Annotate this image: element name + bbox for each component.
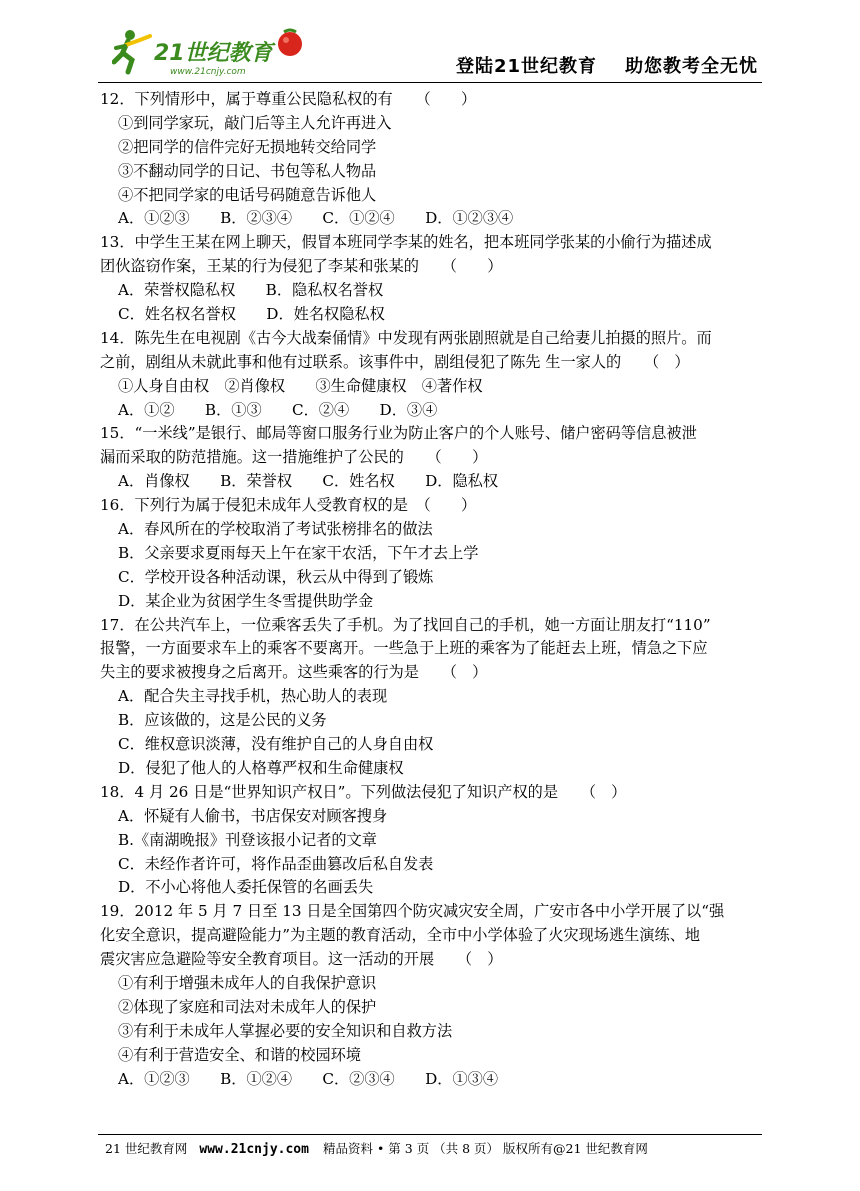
question-line: 漏而采取的防范措施。这一措施维护了公民的 （ ） [100, 448, 488, 467]
option-line: ①有利于增强未成年人的自我保护意识 [118, 973, 377, 992]
option-line: ②把同学的信件完好无损地转交给同学 [118, 137, 377, 156]
site-logo [112, 26, 312, 78]
header-divider [98, 82, 762, 83]
option-line: ④不把同学家的电话号码随意告诉他人 [118, 185, 377, 204]
footer-text [105, 1139, 648, 1157]
question-line: 16．下列行为属于侵犯未成年人受教育权的是 （ ） [100, 496, 477, 515]
question-line: 15．“一米线”是银行、邮局等窗口服务行业为防止客户的个人账号、储户密码等信息被泄 [100, 424, 697, 443]
logo-text: 21世纪教育 [154, 41, 273, 66]
question-content [100, 88, 760, 1091]
apple-icon [278, 30, 302, 56]
option-line: ③有利于未成年人掌握必要的安全知识和自救方法 [118, 1021, 453, 1040]
option-line: B．应该做的，这是公民的义务 [118, 711, 327, 730]
option-line: ③不翻动同学的日记、书包等私人物品 [118, 161, 377, 180]
option-line: A．配合失主寻找手机，热心助人的表现 [118, 687, 388, 706]
question-line: 之前，剧组从未就此事和他有过联系。该事件中，剧组侵犯了陈先 生一家人的 （ ） [100, 352, 690, 371]
slogan-right: 助您教考全无忧 [625, 56, 759, 77]
option-line: A．①② B．①③ C．②④ D．③④ [118, 400, 438, 419]
question-line: 震灾害应急避险等安全教育项目。这一活动的开展 （ ） [100, 950, 503, 969]
footer-url[interactable]: www.21cnjy.com [199, 1142, 309, 1157]
question-line: 团伙盗窃作案，王某的行为侵犯了李某和张某的 （ ） [100, 257, 503, 276]
option-line: A．春风所在的学校取消了考试张榜排名的做法 [118, 520, 433, 539]
option-line: C．维权意识淡薄，没有维护自己的人身自由权 [118, 735, 434, 754]
question-line: 19．2012 年 5 月 7 日至 13 日是全国第四个防灾减灾安全周，广安市各中小学开展了以“强 [100, 902, 725, 921]
question-line: 失主的要求被搜身之后离开。这些乘客的行为是 （ ） [100, 663, 488, 682]
option-line: ④有利于营造安全、和谐的校园环境 [118, 1045, 361, 1064]
footer-info: 精品资料 • 第 3 页 （共 8 页） 版权所有@21 世纪教育网 [322, 1141, 648, 1156]
option-line: B.《南湖晚报》刊登该报小记者的文章 [118, 830, 377, 849]
option-line: D．不小心将他人委托保管的名画丢失 [118, 878, 374, 897]
question-line: 18．4 月 26 日是“世界知识产权日”。下列做法侵犯了知识产权的是 （ ） [100, 782, 627, 801]
option-line: A．①②③ B．①②④ C．②③④ D．①③④ [118, 1069, 499, 1088]
option-line: A．荣誉权隐私权 B．隐私权名誉权 [118, 281, 384, 300]
runner-icon [114, 30, 150, 72]
option-line: B．父亲要求夏雨每天上午在家干农活，下午才去上学 [118, 543, 479, 562]
option-line: C．未经作者许可，将作品歪曲篡改后私自发表 [118, 854, 434, 873]
question-line: 化安全意识，提高避险能力”为主题的教育活动，全市中小学体验了火灾现场逃生演练、地 [100, 926, 701, 945]
option-line: C．姓名权名誉权 D．姓名权隐私权 [118, 305, 385, 324]
option-line: D．侵犯了他人的人格尊严权和生命健康权 [118, 758, 404, 777]
slogan-left: 登陆21世纪教育 [456, 56, 598, 77]
question-line: 12．下列情形中，属于尊重公民隐私权的有 （ ） [100, 90, 477, 108]
option-line: C．学校开设各种活动课，秋云从中得到了锻炼 [118, 567, 434, 586]
option-line: D．某企业为贫困学生冬雪提供助学金 [118, 591, 374, 610]
option-line: ②体现了家庭和司法对未成年人的保护 [118, 997, 377, 1016]
option-line: ①到同学家玩，敲门后等主人允许再进入 [118, 113, 392, 132]
question-line: 17．在公共汽车上，一位乘客丢失了手机。为了找回自己的手机，她一方面让朋友打“110” [100, 615, 711, 634]
option-line: ①人身自由权 ②肖像权 ③生命健康权 ④著作权 [118, 376, 483, 395]
question-line: 14．陈先生在电视剧《古今大战秦俑情》中发现有两张剧照就是自己给妻儿拍摄的照片。而 [100, 328, 712, 347]
logo-url: www.21cnjy.com [170, 67, 246, 77]
question-line: 13．中学生王某在网上聊天，假冒本班同学李某的姓名，把本班同学张某的小偷行为描述成 [100, 233, 712, 252]
page-footer [0, 1134, 860, 1174]
header-slogan [456, 52, 758, 78]
footer-divider [98, 1134, 762, 1135]
option-line: A．怀疑有人偷书，书店保安对顾客搜身 [118, 806, 388, 825]
option-line: A．①②③ B．②③④ C．①②④ D．①②③④ [118, 209, 514, 228]
footer-site: 21 世纪教育网 [105, 1141, 188, 1156]
question-line: 报警，一方面要求车上的乘客不要离开。一些急于上班的乘客为了能赶去上班，情急之下应 [100, 639, 708, 658]
page-header [0, 0, 860, 84]
option-line: A．肖像权 B．荣誉权 C．姓名权 D．隐私权 [118, 472, 499, 491]
